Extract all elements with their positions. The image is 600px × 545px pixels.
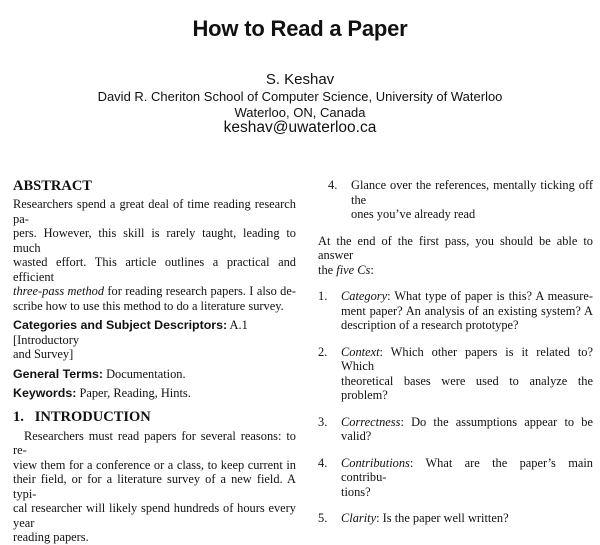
list-number: 4.	[328, 178, 338, 192]
list-term: Correctness	[341, 414, 401, 429]
intro-line: reading papers.	[13, 530, 89, 544]
list-line	[341, 289, 593, 304]
list-line	[341, 511, 593, 526]
list-line	[341, 456, 593, 485]
list-text: : Is the paper well written?	[376, 511, 509, 525]
general-terms-section	[13, 367, 296, 382]
list-item-clarity	[318, 511, 593, 526]
list-item-correctness	[318, 415, 593, 444]
intro-line: view them for a conference or a class, to keep current in	[13, 457, 296, 472]
abstract-line: pers. However, this skill is rarely taught, leading to much	[13, 226, 296, 255]
abstract-line	[13, 284, 296, 299]
list-item-context	[318, 345, 593, 403]
abstract-line: scribe how to use this method to do a literature survey.	[13, 298, 284, 313]
categories-section	[13, 318, 296, 362]
categories-value: A.1 [Introductory	[13, 318, 248, 347]
categories-line	[13, 318, 296, 347]
list-line: description of a research prototype?	[341, 318, 519, 332]
abstract-line-rest: for reading research papers. I also de-	[104, 284, 296, 298]
author-email: keshav@uwaterloo.ca	[223, 119, 377, 136]
list-term: Clarity	[341, 511, 377, 525]
abstract-heading: ABSTRACT	[13, 178, 92, 194]
list-number: 5.	[318, 511, 328, 525]
list-line	[341, 345, 593, 374]
list-item-category	[318, 289, 593, 333]
author-name: S. Keshav	[265, 71, 335, 88]
intro-line: Researchers must read papers for several reasons: to re-	[13, 428, 296, 457]
abstract-body	[13, 197, 296, 313]
author-affiliation: David R. Cheriton School of Computer Science, University of Waterloo	[97, 89, 503, 104]
list-number: 4.	[318, 455, 328, 470]
introduction-body	[13, 429, 296, 545]
list-number: 1.	[318, 289, 328, 303]
summary-line	[318, 263, 593, 278]
list-text: : What are the paper’s main contribu-	[341, 455, 593, 484]
list-number: 2.	[318, 344, 328, 359]
abstract-line: Researchers spend a great deal of time reading research pa-	[13, 197, 296, 226]
three-pass-method-term: three-pass method	[13, 284, 105, 298]
list-item-contributions	[318, 456, 593, 500]
right-column	[318, 178, 593, 526]
five-cs-term: five Cs	[336, 262, 371, 277]
left-column	[13, 178, 296, 545]
general-terms-value: Documentation.	[102, 366, 186, 381]
summary-text: :	[370, 262, 374, 277]
list-number: 3.	[318, 414, 328, 429]
intro-line: their field, or for a literature survey of a new field. A typi-	[13, 472, 296, 501]
list-term: Contributions	[341, 455, 410, 470]
list-line: Glance over the references, mentally ticking off the	[351, 178, 593, 207]
list-line: theoretical bases were used to analyze the problem?	[341, 373, 593, 402]
intro-line: cal researcher will likely spend hundreds of hours every year	[13, 501, 296, 530]
general-terms-label: General Terms:	[13, 366, 103, 381]
list-text: : What type of paper is this? A measure-	[387, 289, 593, 303]
list-text: : Do the assumptions appear to be valid?	[341, 414, 593, 443]
abstract-line: wasted effort. This article outlines a practical and efficient	[13, 255, 296, 284]
summary-line: At the end of the first pass, you should be able to answer	[318, 233, 593, 262]
categories-line: and Survey]	[13, 347, 74, 361]
author-location: Waterloo, ON, Canada	[234, 105, 366, 120]
list-line: ment paper? An analysis of an existing system? A	[341, 303, 593, 318]
keywords-value: Paper, Reading, Hints.	[76, 386, 191, 400]
list-line: ones you’ve already read	[351, 207, 476, 221]
list-text: : Which other papers is it related to? Which	[341, 344, 593, 373]
list-term: Category	[341, 289, 388, 303]
list-line: tions?	[341, 484, 371, 499]
paper-title: How to Read a Paper	[192, 16, 408, 41]
first-pass-summary	[318, 234, 593, 278]
keywords-section	[13, 386, 296, 401]
list-term: Context	[341, 344, 380, 359]
list-line	[341, 415, 593, 444]
keywords-label: Keywords:	[13, 386, 77, 400]
summary-text: the	[318, 262, 337, 277]
list-item-references	[328, 178, 593, 222]
introduction-heading: 1. INTRODUCTION	[13, 408, 151, 425]
categories-label: Categories and Subject Descriptors:	[13, 318, 228, 332]
